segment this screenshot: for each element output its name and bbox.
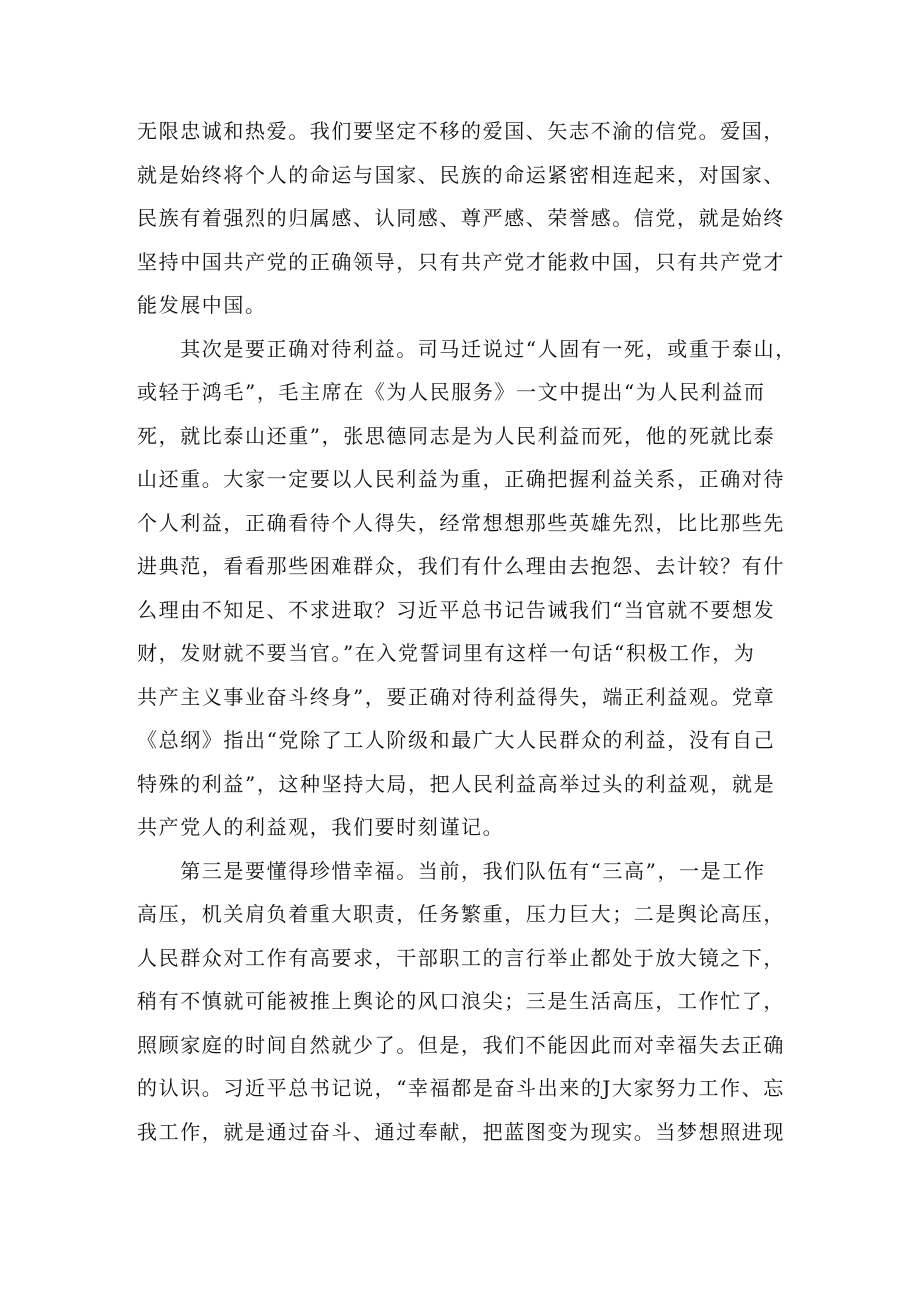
text-line: 稍有不慎就可能被推上舆论的风口浪尖；三是生活高压，工作忙了， [137, 989, 785, 1013]
text-line: 无限忠诚和热爱。我们要坚定不移的爱国、矢志不渝的信党。爱国， [137, 119, 785, 143]
text-line: 山还重。大家一定要以人民利益为重，正确把握利益关系，正确对待 [137, 467, 785, 491]
text-line: 进典范，看看那些困难群众，我们有什么理由去抱怨、去计较？有什 [137, 554, 785, 578]
text-line: 共产主义事业奋斗终身”，要正确对待利益得失，端正利益观。党章 [137, 684, 776, 709]
text-line: 坚持中国共产党的正确领导，只有共产党才能救中国，只有共产党才 [137, 249, 785, 274]
text-line: 死，就比泰山还重”，张思德同志是为人民利益而死，他的死就比泰 [137, 423, 776, 448]
text-line: 能发展中国。 [137, 293, 267, 317]
text-line: 就是始终将个人的命运与国家、民族的命运紧密相连起来，对国家、 [137, 162, 785, 187]
text-line: 《总纲》指出“党除了工人阶级和最广大人民群众的利益，没有自己 [137, 728, 776, 752]
text-line: 共产党人的利益观，我们要时刻谨记。 [137, 815, 505, 839]
text-line: 第三是要懂得珍惜幸福。当前，我们队伍有“三高”，一是工作 [137, 858, 766, 883]
text-line: 么理由不知足、不求进取？习近平总书记告诫我们“当官就不要想发 [137, 597, 776, 622]
text-line: 我工作，就是通过奋斗、通过奉献，把蓝图变为现实。当梦想照进现 [137, 1119, 785, 1144]
document-body [137, 110, 797, 1154]
text-line: 财，发财就不要当官。”在入党誓词里有这样一句话“积极工作，为 [137, 641, 756, 665]
paragraph-interests [137, 328, 797, 850]
text-line: 高压，机关肩负着重大职责，任务繁重，压力巨大；二是舆论高压， [137, 902, 785, 926]
text-line: 其次是要正确对待利益。司马迁说过“人固有一死，或重于泰山， [137, 336, 797, 361]
paragraph-patriotism [137, 110, 797, 328]
text-line: 或轻于鸿毛”，毛主席在《为人民服务》一文中提出“为人民利益而 [137, 380, 766, 404]
text-line: 特殊的利益”，这种坚持大局，把人民利益高举过头的利益观，就是 [137, 771, 776, 796]
text-line: 个人利益，正确看待个人得失，经常想想那些英雄先烈，比比那些先 [137, 510, 785, 535]
text-line: 的认识。习近平总书记说，“幸福都是奋斗出来的J大家努力工作、忘 [137, 1076, 785, 1100]
text-line: 人民群众对工作有高要求，干部职工的言行举止都处于放大镜之下， [137, 945, 785, 970]
paragraph-happiness [137, 850, 797, 1155]
text-line: 民族有着强烈的归属感、认同感、尊严感、荣誉感。信党，就是始终 [137, 206, 785, 230]
text-line: 照顾家庭的时间自然就少了。但是，我们不能因此而对幸福失去正确 [137, 1032, 785, 1057]
